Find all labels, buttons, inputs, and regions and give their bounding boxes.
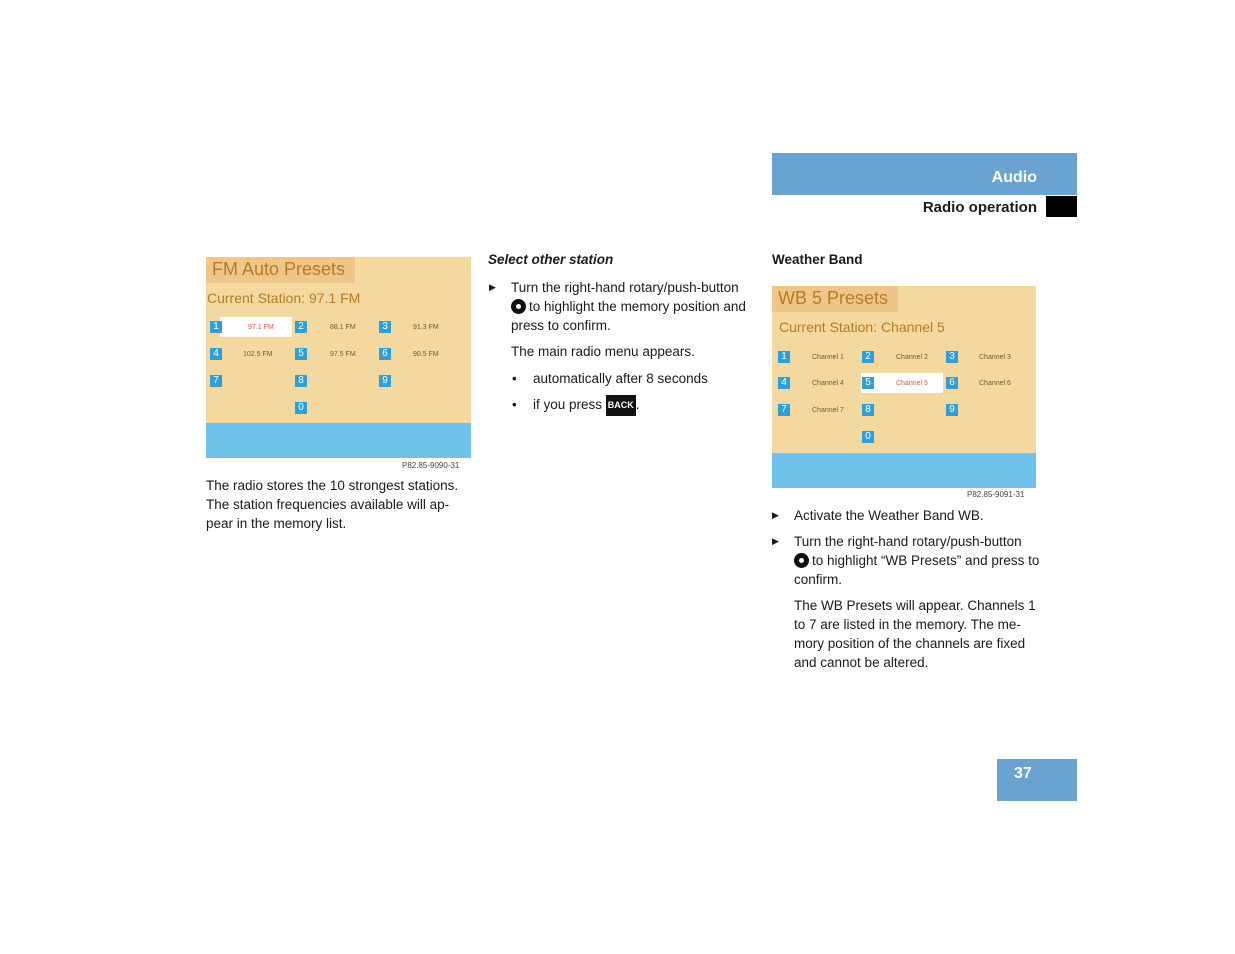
wb-slot-number: 7 <box>778 404 790 416</box>
fm-slot-label: 97.5 FM <box>330 351 356 358</box>
wb-current-station: Current Station: Channel 5 <box>779 319 945 335</box>
fm-slot-number: 2 <box>295 321 307 333</box>
weather-band-heading: Weather Band <box>772 252 863 267</box>
fm-slot-number: 7 <box>210 375 222 387</box>
fm-screen-status-band <box>206 423 471 458</box>
fm-slot-number: 1 <box>210 321 222 333</box>
triangle-right-icon: ▶ <box>772 536 779 546</box>
header-marker-block <box>1046 196 1077 217</box>
fm-screen-title: FM Auto Presets <box>206 257 355 283</box>
bullet-dot: • <box>512 397 517 412</box>
wb-slot-number: 2 <box>862 351 874 363</box>
wb-slot-label: Channel 1 <box>812 354 844 361</box>
triangle-right-icon: ▶ <box>489 282 496 292</box>
step-text-part: Turn the right-hand rotary/push-button <box>511 280 739 295</box>
weather-step-activate: Activate the Weather Band WB. <box>794 508 984 523</box>
fm-slot-number: 8 <box>295 375 307 387</box>
wb-slot-number: 6 <box>946 377 958 389</box>
wb-slot-label: Channel 5 <box>896 380 928 387</box>
wb-slot-number: 8 <box>862 404 874 416</box>
fm-slot-number: 3 <box>379 321 391 333</box>
wb-slot-label: Channel 2 <box>896 354 928 361</box>
select-station-heading: Select other station <box>488 252 614 267</box>
wb-screen-status-band <box>772 453 1036 488</box>
wb-slot-number: 5 <box>862 377 874 389</box>
wb-slot-label: Channel 7 <box>812 407 844 414</box>
bullet-item-back <box>533 395 640 416</box>
back-key-icon: BACK <box>606 395 636 416</box>
wb-slot-label: Channel 6 <box>979 380 1011 387</box>
select-station-result: The main radio menu appears. <box>511 344 695 359</box>
wb-slot-number: 3 <box>946 351 958 363</box>
fm-slot-label: 97.1 FM <box>248 324 274 331</box>
page-number-tab <box>997 759 1077 801</box>
fm-slot-label: 88.1 FM <box>330 324 356 331</box>
fm-slot-number: 5 <box>295 348 307 360</box>
bullet-text: if you press <box>533 397 603 412</box>
bullet-dot: • <box>512 371 517 386</box>
left-paragraph: The radio stores the 10 strongest stations. The station frequencies available will ap-pear in the memory list. <box>206 478 459 531</box>
wb-presets-screen <box>772 286 1036 488</box>
step-text-part: to highlight “WB Presets” and press to confirm. <box>794 553 1040 587</box>
step-text-part: to highlight the memory position and press to confirm. <box>511 299 746 333</box>
bullet-text-end: . <box>635 397 640 412</box>
rotary-knob-icon <box>794 553 809 568</box>
bullet-item-auto: automatically after 8 seconds <box>533 371 708 386</box>
wb-slot-number: 0 <box>862 431 874 443</box>
select-station-step <box>511 278 757 335</box>
wb-slot-label: Channel 4 <box>812 380 844 387</box>
wb-slot-number: 4 <box>778 377 790 389</box>
fm-current-station: Current Station: 97.1 FM <box>207 290 361 306</box>
section-header-band <box>772 153 1077 195</box>
triangle-right-icon: ▶ <box>772 510 779 520</box>
wb-slot-number: 9 <box>946 404 958 416</box>
fm-slot-number: 0 <box>295 402 307 414</box>
wb-figure-caption: P82.85-9091-31 <box>967 490 1025 499</box>
fm-slot-label: 91.3 FM <box>413 324 439 331</box>
fm-slot-number: 6 <box>379 348 391 360</box>
rotary-knob-icon <box>511 299 526 314</box>
fm-slot-label: 102.5 FM <box>243 351 273 358</box>
weather-result-paragraph: The WB Presets will appear. Channels 1 to 7 are listed in the memory. The me-mory position of the channels are fixed and cannot be altered. <box>794 598 1036 670</box>
fm-slot-label: 90.5 FM <box>413 351 439 358</box>
section-subtitle: Radio operation <box>922 199 1037 216</box>
section-title: Audio <box>991 169 1037 186</box>
fm-figure-caption: P82.85-9090-31 <box>402 461 460 470</box>
fm-slot-number: 9 <box>379 375 391 387</box>
step-text-part: Turn the right-hand rotary/push-button <box>794 534 1022 549</box>
wb-screen-title: WB 5 Presets <box>772 286 898 312</box>
wb-slot-label: Channel 3 <box>979 354 1011 361</box>
wb-slot-number: 1 <box>778 351 790 363</box>
page-number: 37 <box>1014 765 1032 782</box>
fm-slot-number: 4 <box>210 348 222 360</box>
weather-step-highlight <box>794 532 1040 589</box>
fm-presets-screen <box>206 257 471 458</box>
